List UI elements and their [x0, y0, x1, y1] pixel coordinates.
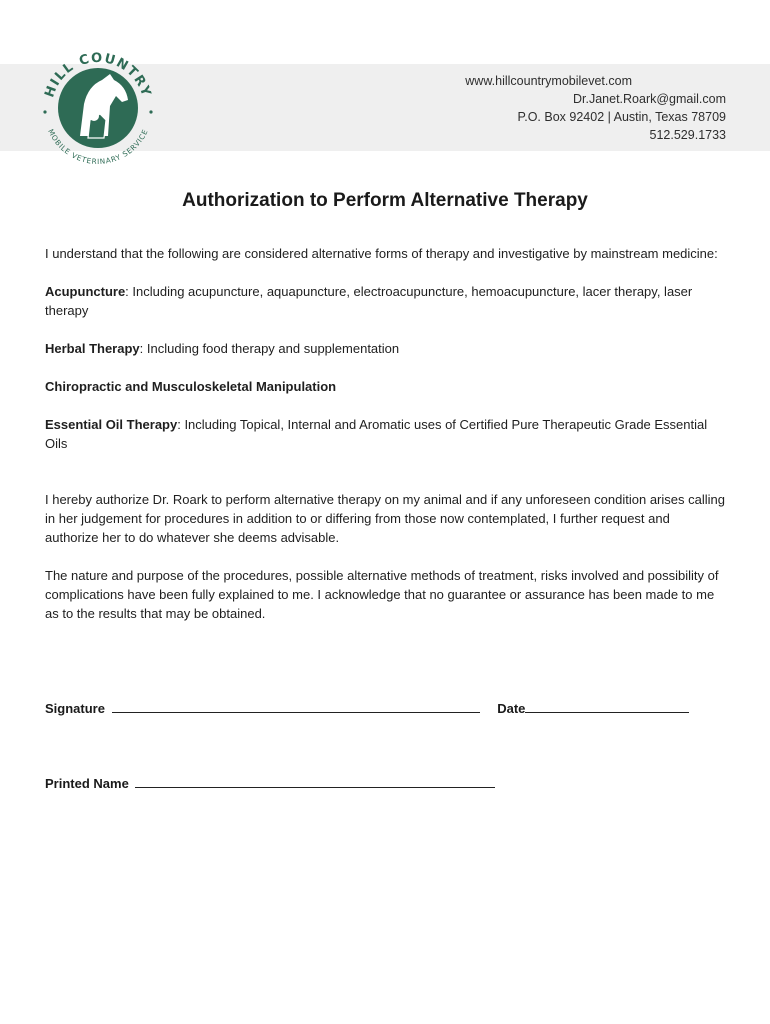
- therapy-description: : Including food therapy and supplementation: [139, 341, 400, 356]
- cat-icon: [89, 111, 99, 121]
- therapy-name: Essential Oil Therapy: [45, 417, 178, 432]
- therapy-acupuncture: [45, 282, 725, 320]
- logo-arc-top: HILL COUNTRY: [42, 50, 154, 100]
- printed-name-field[interactable]: [135, 775, 495, 788]
- therapy-chiropractic: [45, 377, 725, 396]
- therapy-essential-oil: [45, 415, 725, 453]
- therapy-description: : Including acupuncture, aquapuncture, electroacupuncture, hemoacupuncture, lacer therapy, laser therapy: [45, 284, 693, 318]
- phone-number: 512.529.1733: [649, 128, 726, 142]
- website-link[interactable]: www.hillcountrymobilevet.com: [465, 74, 632, 88]
- contact-block: [465, 72, 726, 144]
- mailing-address: P.O. Box 92402 | Austin, Texas 78709: [517, 110, 726, 124]
- therapy-name: Acupuncture: [45, 284, 126, 299]
- therapy-description: : Including Topical, Internal and Aromatic uses of Certified Pure Therapeutic Grade Essential Oils: [45, 417, 708, 451]
- document-title: Authorization to Perform Alternative Therapy: [182, 190, 588, 211]
- disclosure-paragraph: The nature and purpose of the procedures, possible alternative methods of treatment, risks involved and possibility of complications have been fully explained to me. I acknowledge that no guarantee or assurance has been made to me as to the results that may be obtained.: [45, 568, 719, 621]
- intro-paragraph: I understand that the following are considered alternative forms of therapy and investigative by mainstream medicine:: [45, 246, 718, 261]
- date-label: Date: [497, 701, 526, 716]
- therapy-herbal: [45, 339, 725, 358]
- email-link[interactable]: Dr.Janet.Roark@gmail.com: [572, 92, 726, 106]
- signature-field[interactable]: [112, 700, 480, 713]
- printed-name-label: Printed Name: [45, 776, 129, 791]
- document-body: [45, 244, 725, 623]
- signature-row: [45, 700, 689, 716]
- therapy-name: Chiropractic and Musculoskeletal Manipulation: [45, 379, 337, 394]
- authorization-paragraph: I hereby authorize Dr. Roark to perform alternative therapy on my animal and if any unforeseen condition arises calling in her judgement for procedures in addition to or differing from those now contemplated, I further request and authorize her to do whatever she deems advisable.: [45, 492, 725, 545]
- signature-label: Signature: [45, 701, 105, 716]
- logo-arc-bottom: MOBILE VETERINARY SERVICE: [46, 127, 150, 167]
- printed-name-row: [45, 775, 495, 791]
- hill-country-logo: [30, 40, 166, 176]
- date-field[interactable]: [525, 700, 689, 713]
- therapy-name: Herbal Therapy: [45, 341, 140, 356]
